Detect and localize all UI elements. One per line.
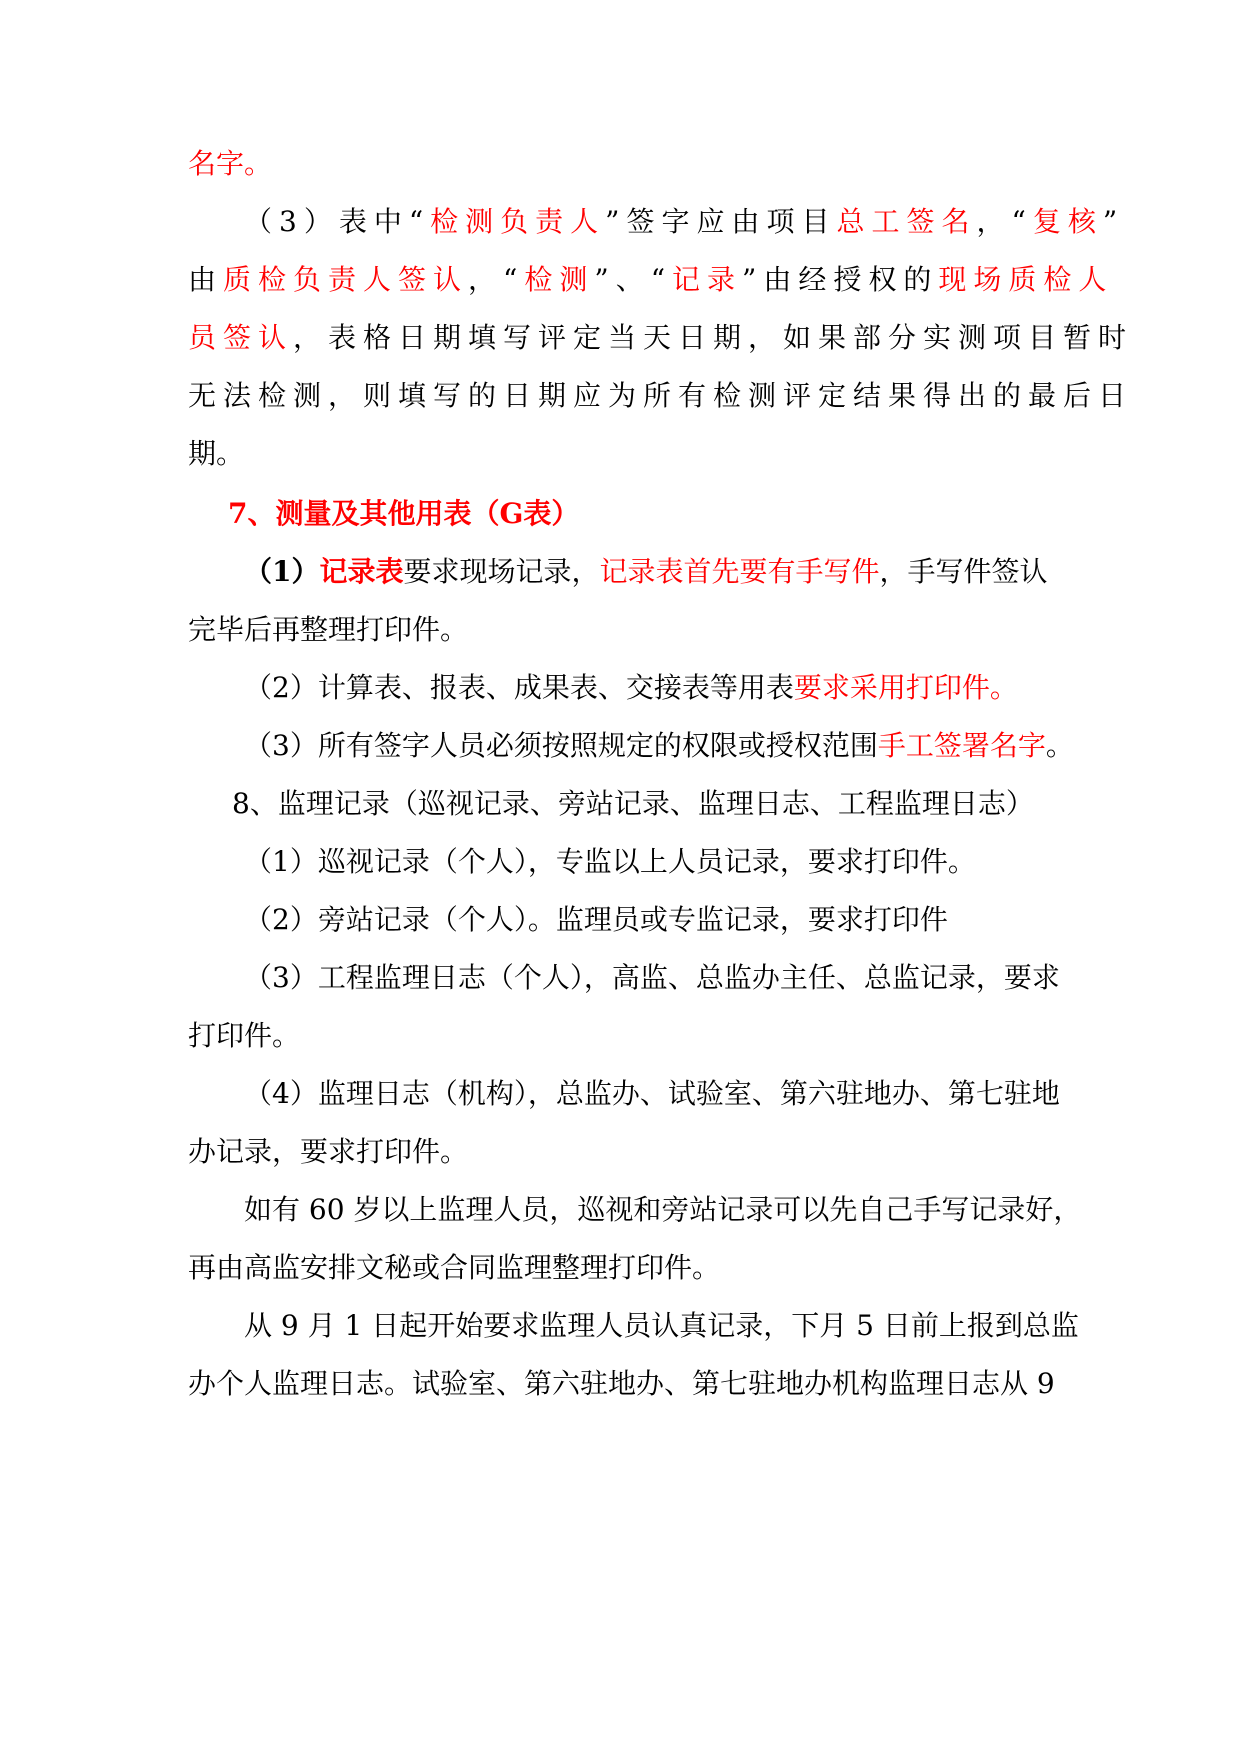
text-line: 办个人监理日志。试验室、第六驻地办、第七驻地办机构监理日志从 9 (188, 1367, 1055, 1400)
text-line: 如有 60 岁以上监理人员，巡视和旁站记录可以先自己手写记录好， (244, 1193, 1082, 1226)
text-line: 办记录，要求打印件。 (188, 1135, 469, 1168)
text-span: 要求现场记录， (403, 555, 600, 588)
text-span: ，表格日期填写评定当天日期，如果部分实测项目暂时 (293, 321, 1134, 354)
highlight-text: 记录表首先要有手写件 (599, 555, 880, 588)
section-heading: 8、监理记录（巡视记录、旁站记录、监理日志、工程监理日志） (232, 787, 1034, 820)
text-span: 由 (188, 263, 224, 296)
highlight-text: 质检负责人签认 (223, 263, 469, 296)
highlight-text: 现场质检人 (938, 263, 1114, 296)
highlight-text: 复核 (1032, 205, 1103, 238)
section-heading: 7、测量及其他用表（G表） (228, 497, 580, 530)
text-line (244, 552, 1048, 592)
text-span: ，手写件签认 (879, 555, 1048, 588)
text-span: 。 (1045, 729, 1074, 762)
highlight-text: 检测负责人 (430, 205, 606, 238)
text-span: （1） (244, 555, 320, 588)
highlight-text: 检测 (524, 263, 595, 296)
text-span: （2）计算表、报表、成果表、交接表等用表 (244, 671, 794, 704)
text-line (244, 726, 1074, 766)
text-span: ”、“ (594, 263, 673, 296)
text-span: ” (1102, 205, 1125, 238)
text-line: 再由高监安排文秘或合同监理整理打印件。 (188, 1251, 721, 1284)
text-span: ，“ (976, 205, 1033, 238)
highlight-text: 手工签署名字 (877, 729, 1046, 762)
text-line: 无法检测，则填写的日期应为所有检测评定结果得出的最后日 (188, 379, 1134, 412)
text-line: （3）工程监理日志（个人），高监、总监办主任、总监记录，要求 (244, 961, 1060, 994)
text-span: ，“ (468, 263, 525, 296)
highlight-text: 要求采用打印件。 (793, 671, 1018, 704)
text-line: （4）监理日志（机构），总监办、试验室、第六驻地办、第七驻地 (244, 1077, 1060, 1110)
text-span: （3）所有签字人员必须按照规定的权限或授权范围 (244, 729, 878, 762)
text-line: 期。 (188, 437, 245, 470)
highlight-text: 记录 (672, 263, 743, 296)
text-span: （3）表中“ (244, 205, 431, 238)
text-line: 打印件。 (188, 1019, 301, 1052)
text-span: ”由经授权的 (742, 263, 939, 296)
text-line (188, 318, 1133, 358)
highlight-text: 记录表 (319, 555, 404, 588)
text-line: （2）旁站记录（个人）。监理员或专监记录，要求打印件 (244, 903, 948, 936)
text-line: （1）巡视记录（个人），专监以上人员记录，要求打印件。 (244, 845, 976, 878)
text-line (244, 668, 1018, 708)
highlight-text: 员签认 (188, 321, 294, 354)
text-line: 完毕后再整理打印件。 (188, 613, 469, 646)
text-line: 名字。 (188, 147, 273, 180)
text-line (244, 202, 1124, 242)
text-line: 从 9 月 1 日起开始要求监理人员认真记录，下月 5 日前上报到总监 (244, 1309, 1079, 1342)
text-line (188, 260, 1113, 300)
highlight-text: 总工签名 (836, 205, 977, 238)
text-span: ”签字应由项目 (605, 205, 837, 238)
